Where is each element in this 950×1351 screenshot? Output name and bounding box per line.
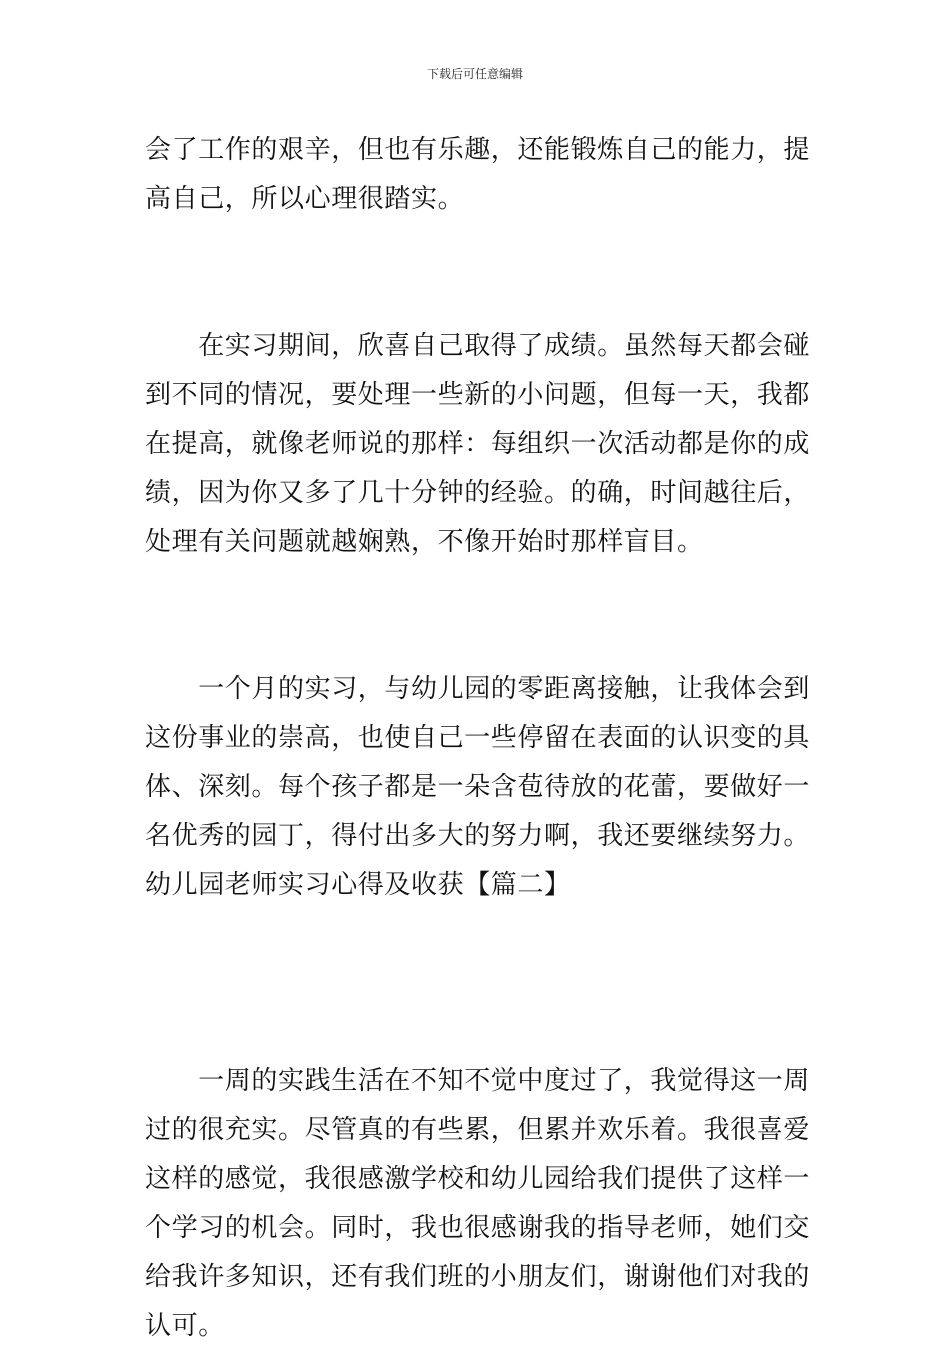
text-line: 一周的实践生活在不知不觉中度过了，我觉得这一周 [145,1066,811,1096]
text-line: 到不同的情况，要处理一些新的小问题，但每一天，我都 [145,380,811,410]
section-heading [145,861,807,910]
document-body [145,126,811,1351]
paragraph-spacer [145,224,807,322]
text-line: 一个月的实习，与幼儿园的零距离接触，让我体会到 [145,674,811,704]
paragraph-spacer [145,567,807,665]
text-line: 认可。 [145,1311,225,1341]
paragraph-3 [145,665,811,861]
text-line: 这份事业的崇高，也使自己一些停留在表面的认识变的具 [145,723,811,753]
paragraph-spacer [145,910,807,1057]
paragraph-1 [145,126,811,224]
text-line: 处理有关问题就越娴熟，不像开始时那样盲目。 [145,527,704,557]
text-line: 给我许多知识，还有我们班的小朋友们，谢谢他们对我的 [145,1262,811,1292]
page-header: 下载后可任意编辑 [426,67,523,81]
paragraph-4 [145,1057,811,1351]
text-line: 过的很充实。尽管真的有些累，但累并欢乐着。我很喜爱 [145,1115,811,1145]
text-line: 在实习期间，欣喜自己取得了成绩。虽然每天都会碰 [145,331,811,361]
text-line: 名优秀的园丁，得付出多大的努力啊，我还要继续努力。 [145,821,811,851]
text-line: 在提高，就像老师说的那样：每组织一次活动都是你的成 [145,429,811,459]
text-line: 会了工作的艰辛，但也有乐趣，还能锻炼自己的能力，提 [145,135,811,165]
text-line: 这样的感觉，我很感激学校和幼儿园给我们提供了这样一 [145,1164,811,1194]
paragraph-2 [145,322,811,567]
section-title: 幼儿园老师实习心得及收获【篇二】 [145,870,571,900]
text-line: 个学习的机会。同时，我也很感谢我的指导老师，她们交 [145,1213,811,1243]
text-line: 高自己，所以心理很踏实。 [145,184,465,214]
text-line: 绩，因为你又多了几十分钟的经验。的确，时间越往后， [145,478,811,508]
text-line: 体、深刻。每个孩子都是一朵含苞待放的花蕾，要做好一 [145,772,811,802]
